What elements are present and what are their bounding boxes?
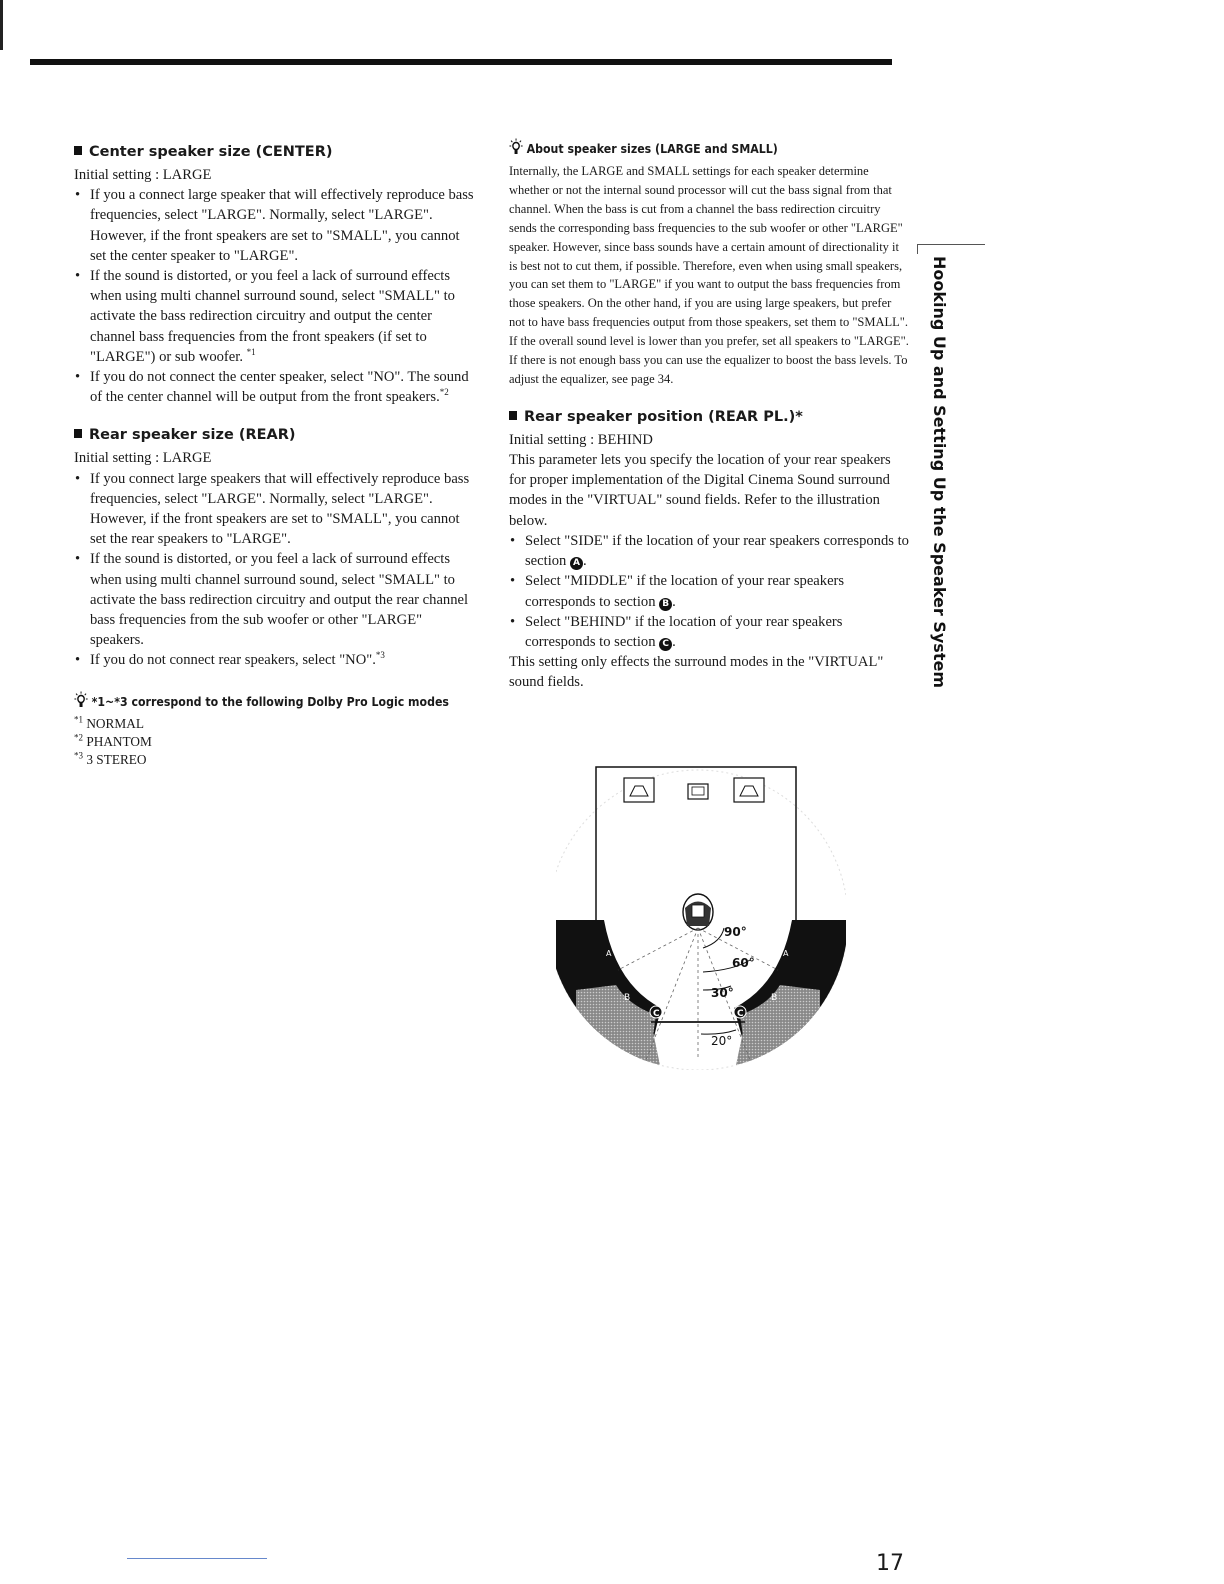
rear-position-initial: Initial setting : BEHIND <box>509 431 653 448</box>
side-tab-label: Hooking Up and Setting Up the Speaker System <box>930 256 949 688</box>
rear-position-closing: This setting only effects the surround modes in the "VIRTUAL" sound fields. <box>509 654 884 691</box>
side-tab-rule <box>917 244 985 245</box>
region-label-a-left: A <box>606 949 612 958</box>
region-label-c-right: C <box>737 1009 744 1019</box>
front-left-speaker-icon <box>624 778 654 802</box>
region-label-c-left: C <box>653 1009 660 1019</box>
list-item: • Select "BEHIND" if the location of your rear speakers corresponds to section C . <box>509 612 909 652</box>
rear-position-heading: Rear speaker position (REAR PL.)* <box>509 407 909 427</box>
center-size-heading: Center speaker size (CENTER) <box>74 142 474 162</box>
page-number: 17 <box>876 1551 904 1576</box>
tip-bulb-icon <box>74 691 88 709</box>
left-column <box>74 142 474 769</box>
angle-label-30: 30° <box>711 986 734 1000</box>
footnote-3stereo: $^{*3}$ 3 STEREO <box>74 750 147 767</box>
angle-label-60: 60° <box>732 956 755 970</box>
rear-size-list <box>74 469 474 671</box>
footnote-phantom: $^{*2}$ PHANTOM <box>74 732 152 749</box>
rear-position-description: This parameter lets you specify the location of your rear speakers for proper implementation of the Digital Cinema Sound surround modes in the "VIRTUAL" sound fields. Refer to the illustration below. <box>509 452 891 529</box>
list-item: • If you a connect large speaker that will effectively reproduce bass frequencies, select "LARGE". Normally, select "LARGE". However, if the front speakers are set to "SMALL", you cannot set the center speaker to "LARGE". <box>74 185 474 266</box>
region-label-b-right: B <box>771 993 778 1003</box>
list-item: • Select "SIDE" if the location of your rear speakers corresponds to section A . <box>509 531 909 571</box>
speaker-position-diagram <box>556 760 846 1070</box>
rear-position-list <box>509 531 909 652</box>
center-size-list <box>74 185 474 407</box>
list-item: • If the sound is distorted, or you feel a lack of surround effects when using multi channel surround sound, select "SMALL" to activate the bass redirection circuitry and output the rear channel bass frequencies from the sub woofer or other "LARGE" speakers. <box>74 549 474 650</box>
about-sizes-paragraph: Internally, the LARGE and SMALL settings for each speaker determine whether or not the internal sound processor will cut the bass signal from that channel. When the bass is cut from a channel the bass redirection circuitry sends the corresponding bass frequencies to the sub woofer or other "LARGE" speaker. However, since bass sounds have a certain amount of directionality it is best not to cut them, if possible. Therefore, even when using small speakers, you can set them to "LARGE" if you want to output the bass frequencies from those speakers. On the other hand, if you are using large speakers, but prefer not to have bass frequencies output from those speakers, set them to "SMALL". <box>509 164 909 330</box>
region-label-a-right: A <box>783 949 789 958</box>
list-item: • If you connect large speakers that will effectively reproduce bass frequencies, select "LARGE". Normally, select "LARGE". However, if the front speakers are set to "SMALL", you cannot set the rear speakers to "LARGE". <box>74 469 474 550</box>
right-column <box>509 138 909 693</box>
list-item: • Select "MIDDLE" if the location of your rear speakers corresponds to section B . <box>509 571 909 611</box>
square-bullet-icon <box>509 411 517 420</box>
footnote-normal: $^{*1}$ NORMAL <box>74 714 144 731</box>
section-a-badge: A <box>570 557 583 570</box>
region-label-b-left: B <box>624 993 631 1003</box>
list-item: • If you do not connect rear speakers, select "NO".$^{*3}$ <box>74 650 474 670</box>
about-sizes-paragraph-2: If the overall sound level is lower than you prefer, set all speakers to "LARGE". If there is not enough bass you can use the equalizer to boost the bass levels. To adjust the equalizer, see page 34. <box>509 334 909 386</box>
center-speaker-icon <box>688 784 708 799</box>
list-item: • If you do not connect the center speaker, select "NO". The sound of the center channel will be output from the front speakers.$^{*2}$ <box>74 367 474 407</box>
scan-edge-mark <box>0 0 3 50</box>
square-bullet-icon <box>74 429 82 438</box>
rear-size-heading: Rear speaker size (REAR) <box>74 425 474 445</box>
side-tab-rule-vertical <box>917 244 918 254</box>
bottom-rule <box>127 1558 267 1559</box>
angle-label-90: 90° <box>724 925 747 939</box>
section-c-badge: C <box>659 638 672 651</box>
list-item: • If the sound is distorted, or you feel a lack of surround effects when using multi channel surround sound, select "SMALL" to activate the bass redirection circuitry and output the center channel bass frequencies from the front speakers (if set to "LARGE") or sub woofer. $^{*1}$ <box>74 266 474 367</box>
dolby-note-heading: *1~*3 correspond to the following Dolby Pro Logic modes <box>74 691 426 711</box>
listener-icon <box>683 894 713 930</box>
header-rule <box>30 59 892 65</box>
about-sizes-heading: About speaker sizes (LARGE and SMALL) <box>509 138 861 158</box>
center-initial-setting: Initial setting : LARGE <box>74 167 212 183</box>
tip-bulb-icon <box>509 138 523 156</box>
rear-initial-setting: Initial setting : LARGE <box>74 450 212 467</box>
front-right-speaker-icon <box>734 778 764 802</box>
section-side-tab <box>926 256 956 688</box>
square-bullet-icon <box>74 146 82 155</box>
section-b-badge: B <box>659 598 672 611</box>
angle-label-20: 20° <box>711 1034 733 1048</box>
